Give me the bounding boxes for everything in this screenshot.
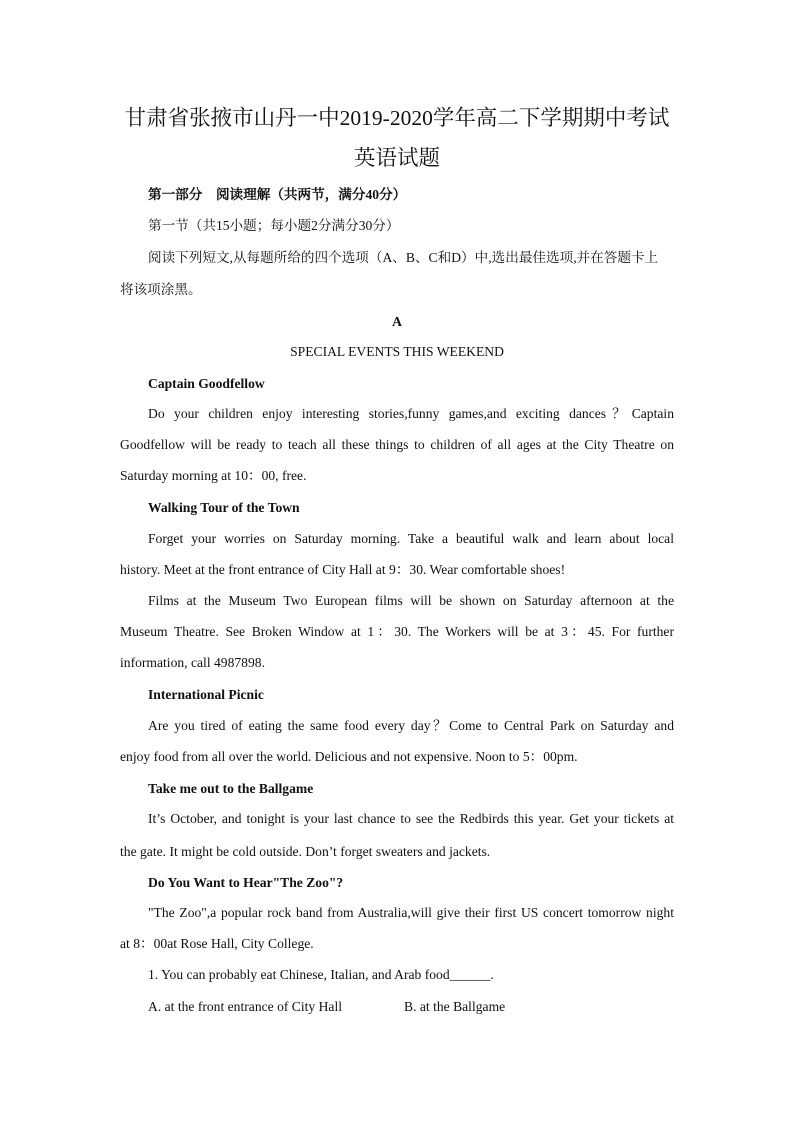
question1-option-b: B. at the Ballgame — [404, 999, 506, 1014]
question1-options — [120, 997, 674, 1017]
passage-title: SPECIAL EVENTS THIS WEEKEND — [290, 344, 504, 359]
zoo-line2: at 8：00at Rose Hall, City College. — [120, 936, 314, 951]
instructions-line2: 将该项涂黑。 — [120, 282, 202, 297]
walking-line1: Forget your worries on Saturday morning. Take a beautiful walk and learn about local — [148, 531, 674, 546]
captain-line3: Saturday morning at 10：00, free. — [120, 468, 307, 483]
picnic-line1: Are you tired of eating the same food every day？Come to Central Park on Saturday and — [148, 718, 674, 733]
exam-subtitle: 英语试题 — [353, 146, 440, 170]
event-heading-captain: Captain Goodfellow — [148, 376, 265, 391]
question1-stem: 1. You can probably eat Chinese, Italian, and Arab food______. — [148, 967, 494, 982]
films-line1: Films at the Museum Two European films will be shown on Saturday afternoon at the — [148, 593, 674, 608]
ballgame-line2: the gate. It might be cold outside. Don’t forget sweaters and jackets. — [120, 844, 491, 859]
exam-title: 甘肃省张掖市山丹一中2019-2020学年高二下学期期中考试 — [124, 106, 670, 130]
ballgame-line1: It’s October, and tonight is your last chance to see the Redbirds this year. Get your tickets at — [148, 811, 674, 826]
event-heading-picnic: International Picnic — [148, 687, 264, 702]
walking-line2: history. Meet at the front entrance of City Hall at 9：30. Wear comfortable shoes! — [120, 562, 566, 577]
films-line3: information, call 4987898. — [120, 655, 265, 670]
event-heading-zoo: Do You Want to Hear"The Zoo"? — [148, 875, 344, 890]
captain-line2: Goodfellow will be ready to teach all these things to children of all ages at the City Theatre on — [120, 437, 674, 452]
films-line2: Museum Theatre. See Broken Window at 1：30. The Workers will be at 3：45. For further — [120, 624, 674, 639]
event-heading-walking: Walking Tour of the Town — [148, 500, 300, 515]
picnic-line2: enjoy food from all over the world. Delicious and not expensive. Noon to 5：00pm. — [120, 749, 578, 764]
instructions-line1: 阅读下列短文,从每题所给的四个选项（A、B、C和D）中,选出最佳选项,并在答题卡上 — [148, 250, 659, 265]
event-heading-ballgame: Take me out to the Ballgame — [148, 781, 314, 796]
part1-heading: 第一部分 阅读理解（共两节，满分40分） — [148, 187, 407, 202]
section1-heading: 第一节（共15小题；每小题2分满分30分） — [148, 218, 400, 233]
question1-option-a: A. at the front entrance of City Hall — [148, 999, 343, 1014]
passage-letter: A — [392, 314, 402, 329]
zoo-line1: "The Zoo",a popular rock band from Australia,will give their first US concert tomorrow night — [148, 905, 674, 920]
captain-line1: Do your children enjoy interesting stories,funny games,and exciting dances？Captain — [148, 406, 674, 421]
